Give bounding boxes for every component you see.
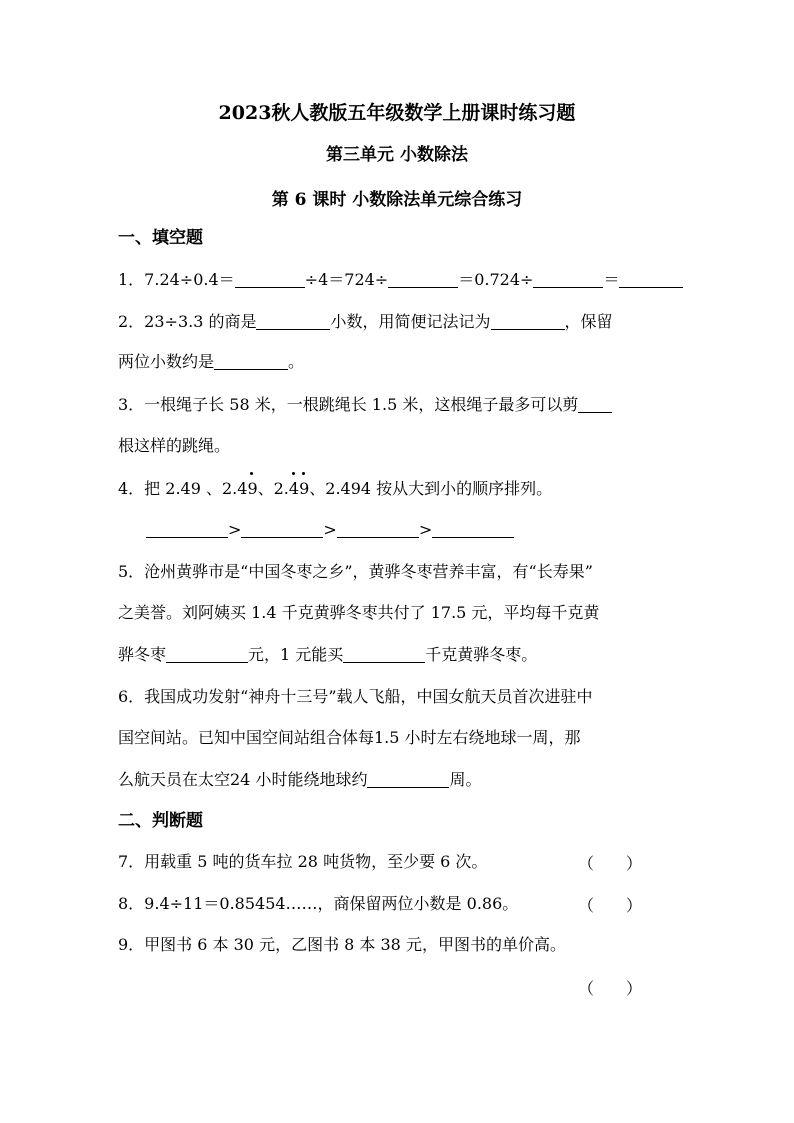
question-3-cont: 根这样的跳绳。 bbox=[118, 436, 231, 455]
answer-blank[interactable] bbox=[214, 353, 288, 370]
question-2-cont: 两位小数约是 。 bbox=[118, 352, 305, 371]
question-6: 6．我国成功发射“神舟十三号”载人飞船，中国女航天员首次进驻中 bbox=[118, 687, 593, 706]
repeating-digits: 49 bbox=[289, 478, 309, 500]
repeat-dot bbox=[250, 472, 253, 475]
answer-blank[interactable] bbox=[235, 271, 305, 288]
worksheet-title: 2023秋人教版五年级数学上册课时练习题 bbox=[218, 102, 576, 124]
answer-parentheses[interactable]: （ ） bbox=[578, 854, 643, 873]
answer-blank[interactable] bbox=[256, 313, 330, 330]
question-4-ordering: > > > bbox=[146, 519, 514, 541]
unit-title: 第三单元 小数除法 bbox=[326, 145, 468, 165]
answer-parentheses[interactable]: （ ） bbox=[578, 896, 643, 915]
answer-blank[interactable] bbox=[166, 646, 248, 663]
answer-blank[interactable] bbox=[337, 521, 419, 538]
question-3: 3．一根绳子长 58 米，一根跳绳长 1.5 米，这根绳子最多可以剪 bbox=[118, 394, 612, 416]
question-6-cont2: 么航天员在太空24 小时能绕地球约 周。 bbox=[118, 770, 482, 789]
answer-blank[interactable] bbox=[533, 271, 603, 288]
question-5-cont2: 骅冬枣 元，1 元能买 千克黄骅冬枣。 bbox=[118, 645, 538, 664]
repeat-dot bbox=[292, 472, 295, 475]
question-9: 9．甲图书 6 本 30 元，乙图书 8 本 38 元，甲图书的单价高。 bbox=[118, 935, 566, 954]
answer-parentheses[interactable]: （ ） bbox=[578, 979, 643, 998]
question-7: 7．用载重 5 吨的货车拉 28 吨货物，至少要 6 次。 bbox=[118, 852, 488, 871]
answer-blank[interactable] bbox=[241, 521, 323, 538]
answer-blank[interactable] bbox=[432, 521, 514, 538]
question-6-cont: 国空间站。已知中国空间站组合体每1.5 小时左右绕地球一周，那 bbox=[118, 728, 581, 747]
question-5-cont: 之美誉。刘阿姨买 1.4 千克黄骅冬枣共付了 17.5 元，平均每千克黄 bbox=[118, 603, 600, 622]
answer-blank[interactable] bbox=[578, 396, 612, 413]
question-8: 8．9.4÷11＝0.85454……，商保留两位小数是 0.86。 bbox=[118, 894, 519, 913]
question-1: 1．7.24÷0.4＝ ÷4＝724÷ ＝0.724÷ ＝ bbox=[118, 269, 683, 291]
answer-blank[interactable] bbox=[367, 771, 449, 788]
section-true-false: 二、判断题 bbox=[118, 811, 203, 831]
question-5: 5．沧州黄骅市是“中国冬枣之乡”，黄骅冬枣营养丰富，有“长寿果” bbox=[118, 562, 593, 581]
question-2: 2．23÷3.3 的商是 小数，用简便记法记为 ，保留 bbox=[118, 312, 613, 331]
answer-blank[interactable] bbox=[146, 521, 228, 538]
repeating-digit: 9 bbox=[247, 478, 257, 500]
answer-blank[interactable] bbox=[388, 271, 458, 288]
repeat-dot bbox=[302, 472, 305, 475]
answer-blank[interactable] bbox=[619, 271, 683, 288]
lesson-title: 第 6 课时 小数除法单元综合练习 bbox=[271, 190, 523, 210]
answer-blank[interactable] bbox=[491, 313, 565, 330]
answer-blank[interactable] bbox=[343, 646, 425, 663]
question-4: 4．把 2.49 、2.4 9、2. 49、2.494 按从大到小的顺序排列。 bbox=[118, 478, 552, 500]
section-fill-blank: 一、填空题 bbox=[118, 228, 203, 248]
